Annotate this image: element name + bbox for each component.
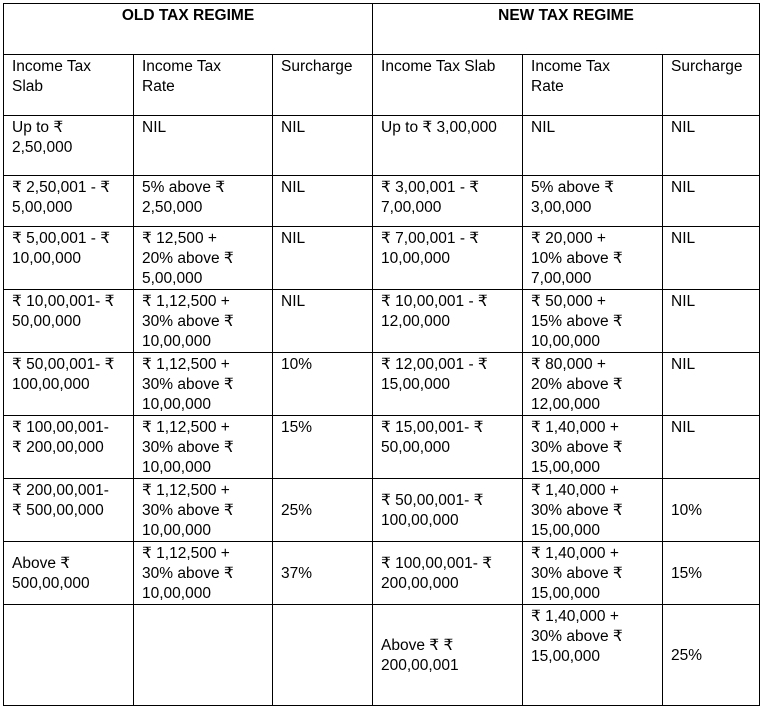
table-row — [4, 176, 760, 227]
new-surcharge-cell: NIL — [663, 416, 760, 479]
old-surcharge-cell: NIL — [273, 290, 373, 353]
new-rate-cell: NIL — [523, 116, 663, 176]
old-slab-cell: ₹ 10,00,001- ₹ 50,00,000 — [4, 290, 134, 353]
old-slab-header: Income Tax Slab — [4, 55, 134, 116]
new-surcharge-cell: 15% — [663, 542, 760, 605]
table-row — [4, 227, 760, 290]
old-surcharge-cell — [273, 605, 373, 706]
old-rate-cell: ₹ 1,12,500 + 30% above ₹ 10,00,000 — [134, 290, 273, 353]
new-rate-cell: ₹ 1,40,000 + 30% above ₹ 15,00,000 — [523, 479, 663, 542]
old-rate-cell: ₹ 1,12,500 + 30% above ₹ 10,00,000 — [134, 542, 273, 605]
new-surcharge-cell: NIL — [663, 176, 760, 227]
old-surcharge-header: Surcharge — [273, 55, 373, 116]
new-slab-cell: Up to ₹ 3,00,000 — [373, 116, 523, 176]
table-row — [4, 353, 760, 416]
old-slab-cell — [4, 605, 134, 706]
old-slab-cell: ₹ 2,50,001 - ₹ 5,00,000 — [4, 176, 134, 227]
new-rate-cell: ₹ 1,40,000 + 30% above ₹ 15,00,000 — [523, 542, 663, 605]
new-surcharge-cell: NIL — [663, 227, 760, 290]
new-rate-cell: ₹ 1,40,000 + 30% above ₹ 15,00,000 — [523, 416, 663, 479]
old-rate-cell — [134, 605, 273, 706]
new-slab-header: Income Tax Slab — [373, 55, 523, 116]
table-row — [4, 479, 760, 542]
new-rate-cell: ₹ 20,000 + 10% above ₹ 7,00,000 — [523, 227, 663, 290]
new-slab-cell: ₹ 7,00,001 - ₹ 10,00,000 — [373, 227, 523, 290]
new-slab-cell: ₹ 3,00,001 - ₹ 7,00,000 — [373, 176, 523, 227]
old-rate-cell: 5% above ₹ 2,50,000 — [134, 176, 273, 227]
new-surcharge-header: Surcharge — [663, 55, 760, 116]
new-slab-cell: ₹ 10,00,001 - ₹ 12,00,000 — [373, 290, 523, 353]
old-regime-header: OLD TAX REGIME — [4, 4, 373, 55]
old-rate-cell: ₹ 12,500 + 20% above ₹ 5,00,000 — [134, 227, 273, 290]
table-row — [4, 416, 760, 479]
new-surcharge-cell: NIL — [663, 290, 760, 353]
tax-regime-table — [3, 3, 760, 706]
new-rate-cell: ₹ 80,000 + 20% above ₹ 12,00,000 — [523, 353, 663, 416]
new-slab-cell: ₹ 15,00,001- ₹ 50,00,000 — [373, 416, 523, 479]
new-slab-cell: ₹ 50,00,001- ₹ 100,00,000 — [373, 479, 523, 542]
new-rate-header: Income Tax Rate — [523, 55, 663, 116]
new-rate-cell: 5% above ₹ 3,00,000 — [523, 176, 663, 227]
table-row — [4, 290, 760, 353]
table-row — [4, 542, 760, 605]
new-slab-cell: ₹ 100,00,001- ₹ 200,00,000 — [373, 542, 523, 605]
old-slab-cell: Above ₹ 500,00,000 — [4, 542, 134, 605]
regime-header-row — [4, 4, 760, 55]
new-regime-header: NEW TAX REGIME — [373, 4, 760, 55]
old-slab-cell: Up to ₹ 2,50,000 — [4, 116, 134, 176]
old-slab-cell: ₹ 100,00,001- ₹ 200,00,000 — [4, 416, 134, 479]
new-rate-cell: ₹ 50,000 + 15% above ₹ 10,00,000 — [523, 290, 663, 353]
old-slab-cell: ₹ 50,00,001- ₹ 100,00,000 — [4, 353, 134, 416]
old-slab-cell: ₹ 200,00,001- ₹ 500,00,000 — [4, 479, 134, 542]
old-surcharge-cell: NIL — [273, 227, 373, 290]
new-slab-cell: Above ₹ ₹ 200,00,001 — [373, 605, 523, 706]
new-slab-cell: ₹ 12,00,001 - ₹ 15,00,000 — [373, 353, 523, 416]
old-rate-header: Income Tax Rate — [134, 55, 273, 116]
old-rate-cell: ₹ 1,12,500 + 30% above ₹ 10,00,000 — [134, 353, 273, 416]
new-surcharge-cell: NIL — [663, 353, 760, 416]
old-rate-cell: NIL — [134, 116, 273, 176]
old-surcharge-cell: 25% — [273, 479, 373, 542]
old-surcharge-cell: 37% — [273, 542, 373, 605]
new-surcharge-cell: 25% — [663, 605, 760, 706]
new-surcharge-cell: 10% — [663, 479, 760, 542]
old-surcharge-cell: NIL — [273, 116, 373, 176]
new-surcharge-cell: NIL — [663, 116, 760, 176]
column-header-row — [4, 55, 760, 116]
old-surcharge-cell: 15% — [273, 416, 373, 479]
old-rate-cell: ₹ 1,12,500 + 30% above ₹ 10,00,000 — [134, 479, 273, 542]
old-slab-cell: ₹ 5,00,001 - ₹ 10,00,000 — [4, 227, 134, 290]
new-rate-cell: ₹ 1,40,000 + 30% above ₹ 15,00,000 — [523, 605, 663, 706]
table-row — [4, 116, 760, 176]
table-row — [4, 605, 760, 706]
old-surcharge-cell: 10% — [273, 353, 373, 416]
old-surcharge-cell: NIL — [273, 176, 373, 227]
old-rate-cell: ₹ 1,12,500 + 30% above ₹ 10,00,000 — [134, 416, 273, 479]
